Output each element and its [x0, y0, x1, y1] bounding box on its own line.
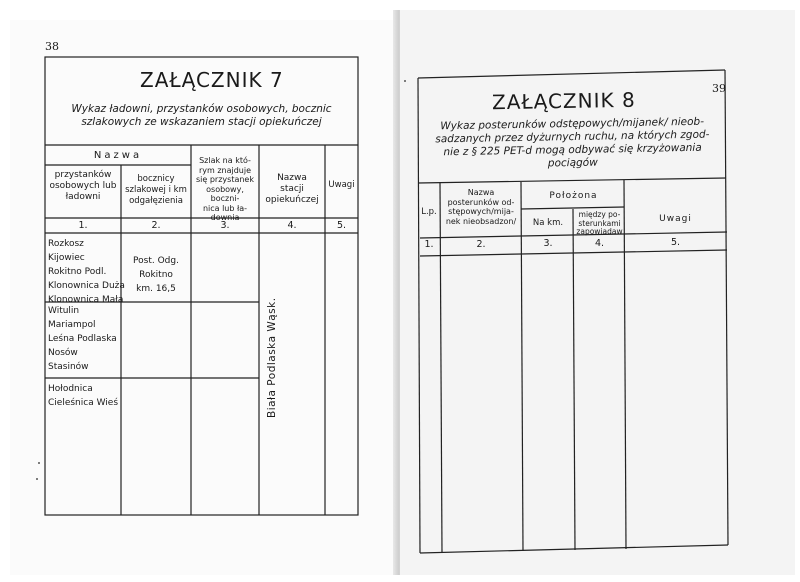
stop-name: Witulin — [48, 306, 80, 316]
column-number: 5. — [336, 220, 347, 231]
column-number: 2. — [151, 220, 161, 231]
header-line: stacji — [280, 184, 304, 194]
header-na-km: Na km. — [532, 218, 564, 228]
stop-name: Leśna Podlaska — [48, 334, 117, 344]
header-line: Nazwa — [467, 188, 495, 197]
header-line: osobowy, boczni- — [206, 184, 244, 203]
subtitle-line: nie z § 225 PET-d mogą odbywać się krzyżowania — [443, 141, 702, 159]
stop-name: Nosów — [48, 348, 78, 358]
column-number: 1. — [424, 239, 434, 250]
stop-name: Klonownica Mała — [48, 295, 124, 305]
subtitle-line: Wykaz ładowni, przystanków osobowych, bocznic — [71, 103, 332, 115]
scan-speck — [404, 80, 406, 82]
stop-name: Kijowiec — [48, 253, 85, 263]
stop-name: Rokitno Podl. — [48, 267, 107, 277]
stop-name: Mariampol — [48, 320, 96, 330]
page-number: 39 — [712, 82, 726, 95]
header-przystankow — [45, 170, 121, 203]
header-line: sterunkami — [578, 218, 621, 228]
subtitle-line: sadzanych przez dyżurnych ruchu, na których zgod- — [435, 128, 710, 146]
header-polozona: Położona — [549, 191, 598, 201]
header-line: przystanków — [54, 170, 112, 180]
header-line: stępowych/mija- — [448, 207, 514, 216]
header-line: rym znajduje — [198, 165, 252, 175]
subtitle-line: Wykaz posterunków odstępowych/mijanek/ nieob- — [440, 115, 705, 133]
header-nazwa-posterunkow — [441, 188, 521, 226]
header-stacji — [259, 173, 325, 206]
page-subtitle — [420, 115, 726, 172]
siding-entry — [121, 254, 191, 296]
page-subtitle — [50, 103, 353, 129]
column-number: 2. — [476, 239, 486, 250]
stop-name: Klonownica Duża — [48, 281, 125, 291]
header-line: szlakowej i km — [125, 185, 187, 195]
header-lp: L.p. — [421, 207, 437, 217]
stop-group — [48, 237, 125, 307]
header-line: downia — [210, 213, 240, 222]
header-line: opiekuńczej — [265, 195, 319, 205]
subtitle-line: pociągów — [547, 156, 598, 170]
header-miedzy — [574, 211, 625, 237]
stop-name: Cieleśnica Wieś — [48, 398, 119, 408]
stop-name: Hołodnica — [48, 384, 93, 394]
stop-group — [48, 382, 118, 410]
subtitle-line: szlakowych ze wskazaniem stacji opiekuńczej — [81, 116, 322, 128]
scan-speck — [38, 462, 40, 464]
page-title: ZAŁĄCZNIK 7 — [140, 68, 284, 92]
column-number: 5. — [670, 237, 681, 248]
column-number: 3. — [543, 238, 553, 249]
column-number: 4. — [287, 220, 297, 231]
scan-speck — [36, 478, 38, 480]
siding-line: Post. Odg. — [133, 256, 179, 266]
header-line: bocznicy — [137, 174, 175, 184]
page-title: ZAŁĄCZNIK 8 — [491, 87, 636, 115]
header-line: nek nieobsadzon/ — [445, 216, 517, 226]
header-line: się przystanek — [196, 175, 254, 184]
column-number: 1. — [78, 220, 88, 231]
column-number: 3. — [220, 220, 230, 231]
siding-line: km. 16,5 — [136, 284, 176, 294]
stop-name: Rozkosz — [48, 239, 84, 249]
header-line: odgałęzienia — [129, 196, 183, 206]
siding-line: Rokitno — [139, 270, 173, 280]
header-bocznicy — [121, 174, 191, 207]
header-line: Nazwa — [277, 173, 307, 183]
supervising-station: Biała Podlaska Wąsk. — [266, 297, 278, 418]
column-number: 4. — [594, 238, 605, 249]
header-line: nica lub ła- — [202, 203, 248, 213]
header-line: Szlak na któ- — [199, 156, 251, 165]
page-number: 38 — [45, 40, 59, 53]
header-nazwa: Nazwa — [93, 150, 143, 161]
header-line: ładowni — [65, 192, 101, 202]
header-uwagi: Uwagi — [328, 180, 355, 190]
header-line: osobowych lub — [49, 181, 117, 191]
header-uwagi: Uwagi — [659, 214, 692, 224]
stop-name: Stasinów — [48, 362, 89, 372]
header-line: zapowiadaw — [576, 227, 623, 236]
header-line: między po- — [578, 210, 621, 219]
header-line: posterunków od- — [447, 197, 515, 207]
header-szlak — [191, 156, 259, 223]
stop-group — [48, 304, 117, 374]
